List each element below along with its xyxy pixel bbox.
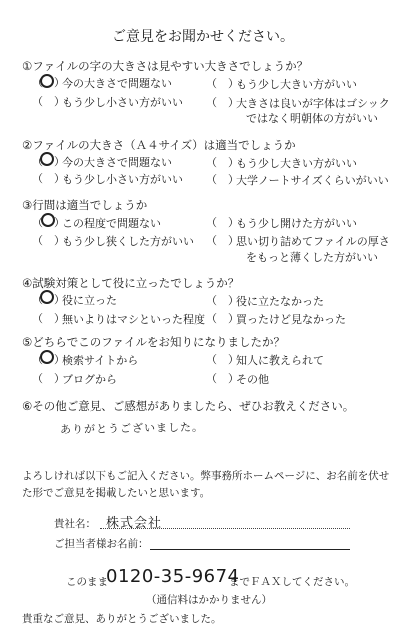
option-label: 大学ノートサイズくらいがいい	[236, 174, 389, 187]
radio-bracket[interactable]: （ ）	[206, 353, 239, 366]
radio-bracket[interactable]: （ ）	[32, 312, 65, 325]
option-label: 役に立った	[62, 294, 117, 307]
closing-message: 貴重なご意見、ありがとうございました。	[22, 613, 222, 625]
option-label: 買ったけど見なかった	[236, 313, 346, 326]
selected-circle-mark	[41, 213, 55, 227]
radio-bracket[interactable]: （ ）	[206, 96, 239, 109]
selected-circle-mark	[40, 74, 54, 88]
option-label: 今の大きさで問題ない	[62, 77, 172, 90]
option-label: もう少し大きい方がいい	[236, 157, 357, 170]
radio-bracket[interactable]: （ ）	[206, 173, 239, 186]
radio-bracket[interactable]: （ ）	[206, 156, 239, 169]
radio-bracket[interactable]: （ ）	[206, 234, 239, 247]
question-1: ①ファイルの字の大きさは見やすい大きさでしょうか？	[22, 59, 309, 73]
option-label: もう少し小さい方がいい	[62, 96, 183, 109]
question-4: ④試験対策として役に立ったでしょうか？	[22, 276, 240, 290]
fax-note: （通信料はかかりません）	[146, 594, 272, 606]
option-label: その他	[236, 373, 269, 386]
radio-bracket[interactable]: （ ）	[32, 372, 65, 385]
note-line-1: よろしければ以下もご記入ください。弊事務所ホームページに、お名前を伏せ	[22, 470, 390, 482]
radio-bracket[interactable]: （ ）	[206, 372, 239, 385]
radio-bracket[interactable]: （ ）	[32, 293, 65, 306]
radio-bracket[interactable]: （ ）	[206, 312, 239, 325]
selected-circle-mark	[40, 350, 54, 364]
option-label: ブログから	[62, 373, 117, 386]
radio-bracket[interactable]: （ ）	[206, 294, 239, 307]
radio-bracket[interactable]: （ ）	[32, 172, 65, 185]
radio-bracket[interactable]: （ ）	[32, 155, 65, 168]
radio-bracket[interactable]: （ ）	[206, 77, 239, 90]
fax-prefix: このまま	[66, 576, 108, 588]
page-title: ご意見をお聞かせください。	[112, 29, 294, 45]
option-label: 無いよりはマシといった程度	[62, 313, 205, 326]
option-label: この程度で問題ない	[62, 217, 161, 230]
question-5: ⑤どちらでこのファイルをお知りになりましたか？	[22, 335, 285, 349]
company-underline	[100, 528, 350, 529]
fax-suffix: までＦＡＸしてください。	[229, 576, 355, 588]
option-label: 知人に教えられて	[236, 354, 324, 367]
radio-bracket[interactable]: （ ）	[32, 234, 65, 247]
option-label: もう少し大きい方がいい	[236, 78, 357, 91]
option-label: 思い切り詰めてファイルの厚さ	[236, 235, 390, 248]
question-6: ⑥その他ご意見、ご感想がありましたら、ぜひお教えください。	[22, 399, 355, 413]
option-label: 検索サイトから	[62, 354, 139, 367]
option-label: もう少し開けた方がいい	[236, 217, 357, 230]
option-label: もう少し小さい方がいい	[62, 173, 183, 186]
selected-circle-mark	[40, 152, 54, 166]
radio-bracket[interactable]: （ ）	[32, 353, 65, 366]
selected-circle-mark	[40, 290, 54, 304]
note-line-2: た形でご意見を掲載したいと思います。	[22, 487, 211, 499]
question-2: ②ファイルの大きさ（Ａ４サイズ）は適当でしょうか	[22, 138, 296, 152]
company-field[interactable]: 株式会社	[106, 516, 163, 531]
contact-label: ご担当者様お名前：	[54, 538, 149, 550]
question-3: ③行間は適当でしょうか	[22, 198, 148, 212]
option-label: もう少し狭くした方がいい	[62, 235, 194, 248]
option-label: 今の大きさで問題ない	[62, 156, 172, 169]
radio-bracket[interactable]: （ ）	[206, 216, 239, 229]
radio-bracket[interactable]: （ ）	[32, 95, 65, 108]
option-label: 大きさは良いが字体はゴシック	[236, 97, 390, 110]
option-label: 役に立たなかった	[236, 295, 324, 308]
option-label-continued: ではなく明朝体の方がいい	[246, 112, 378, 125]
radio-bracket[interactable]: （ ）	[32, 216, 65, 229]
option-label-continued: をもっと薄くした方がいい	[246, 251, 378, 264]
fax-number: 0120-35-9674	[106, 566, 240, 587]
radio-bracket[interactable]: （ ）	[32, 76, 65, 89]
company-label: 貴社名：	[54, 518, 96, 530]
contact-field[interactable]	[150, 549, 350, 550]
handwritten-comment[interactable]: ありがとうございました。	[59, 420, 205, 437]
